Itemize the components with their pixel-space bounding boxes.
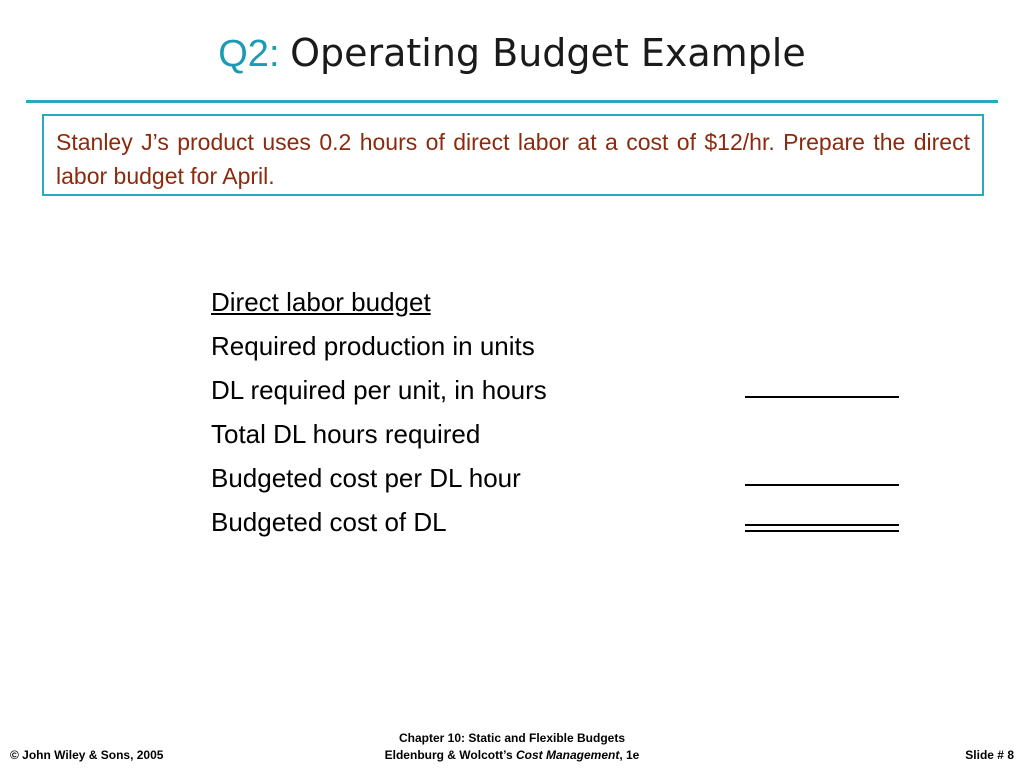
slide-title [0, 28, 1024, 79]
footer-slide-number: Slide # 8 [965, 748, 1014, 762]
slide-title-text: Operating Budget Example [290, 31, 806, 75]
title-divider [26, 100, 998, 103]
slide-title-prefix: Q2: [218, 33, 280, 75]
budget-row-total-dl-hours [211, 414, 911, 458]
footer-book-suffix: , 1e [619, 748, 640, 762]
footer-chapter: Chapter 10: Static and Flexible Budgets [398, 731, 626, 745]
footer-book-prefix: Eldenburg & Wolcott’s [384, 748, 516, 762]
slide-footer [0, 718, 1024, 768]
budget-row-label: DL required per unit, in hours [211, 375, 547, 405]
budget-row-cost-per-hour [211, 458, 911, 502]
budget-heading-row [211, 282, 911, 326]
answer-blank [745, 396, 899, 398]
footer-book [0, 747, 1024, 764]
answer-blank [745, 484, 899, 486]
answer-blank-double [745, 524, 899, 532]
direct-labor-budget [211, 282, 911, 546]
budget-row-label: Budgeted cost of DL [211, 507, 447, 537]
footer-copyright: © John Wiley & Sons, 2005 [10, 748, 164, 762]
footer-book-title: Cost Management [515, 748, 620, 762]
budget-row-cost-of-dl [211, 502, 911, 546]
budget-row-label: Budgeted cost per DL hour [211, 463, 521, 493]
budget-row-label: Required production in units [211, 331, 535, 361]
budget-row-dl-per-unit [211, 370, 911, 414]
footer-center [0, 730, 1024, 764]
budget-row-required-production [211, 326, 911, 370]
problem-box [42, 114, 984, 196]
budget-heading: Direct labor budget [211, 287, 431, 317]
budget-row-label: Total DL hours required [211, 419, 481, 449]
problem-text: Stanley J’s product uses 0.2 hours of direct labor at a cost of $12/hr. Prepare the direct labor budget for April. [56, 129, 970, 189]
